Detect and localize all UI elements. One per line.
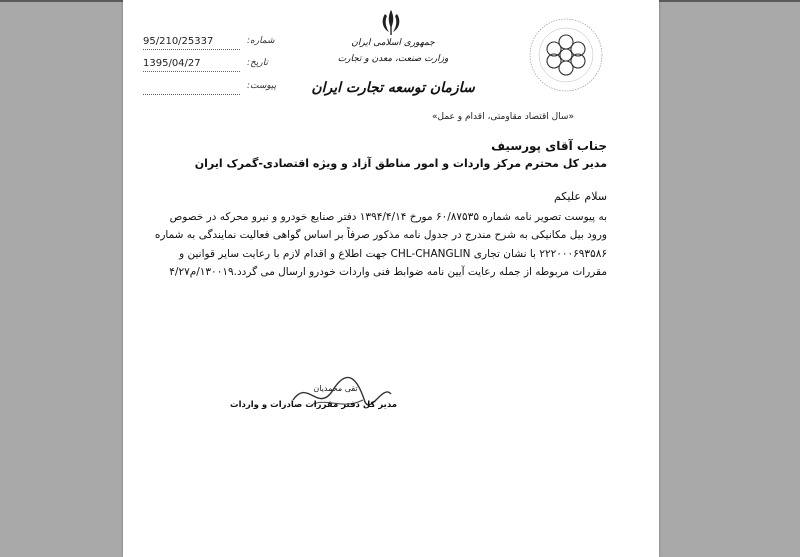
letter-line: ۲۲۲۰۰۰۶۹۳۵۸۶ با نشان تجاری CHL-CHANGLIN جهت اطلاع و اقدام لازم با رعایت سایر قوانین و	[179, 248, 607, 260]
reference-date: 1395/04/27	[143, 58, 201, 69]
reference-attachment-underline	[143, 94, 240, 95]
addressee-name: جناب آقای پورسیف	[491, 139, 607, 153]
addressee-title: مدیر کل محترم مرکز واردات و امور مناطق آزاد و ویژه اقتصادی-گمرک ایران	[194, 157, 607, 170]
iran-emblem-icon	[379, 8, 403, 38]
reference-date-row	[143, 58, 283, 72]
reference-attachment-row	[143, 81, 283, 95]
letter-line: مقررات مربوطه از جمله رعایت آیین نامه ضوابط فنی واردات خودرو ارسال می گردد.۱۳۰۰۱۹/م۴/۲۷	[169, 266, 607, 278]
reference-number-label: شماره:	[247, 36, 275, 46]
handwritten-signature-icon	[273, 370, 403, 420]
reference-date-label: تاریخ:	[247, 58, 268, 68]
reference-number: 95/210/25337	[143, 36, 214, 47]
header-republic: جمهوری اسلامی ایران	[351, 38, 435, 48]
letter-line: به پیوست تصویر نامه شماره ۶۰/۸۷۵۳۵ مورخ ۱۳۹۴/۴/۱۴ دفتر صنایع خودرو و نیرو محرکه در خصوص	[169, 211, 607, 223]
greeting: سلام علیکم	[553, 190, 607, 203]
signatory-title: مدیر کل دفتر مقررات صادرات و واردات	[230, 400, 397, 410]
letter-line: ورود بیل مکانیکی به شرح مندرج در جدول نامه مذکور صرفاً بر اساس گواهی فعالیت نمایندگی به شماره	[154, 229, 607, 241]
tpo-logo-icon	[527, 16, 605, 94]
year-motto: «سال اقتصاد مقاومتی، اقدام و عمل»	[432, 112, 574, 122]
letter-page	[123, 0, 659, 557]
header-ministry: وزارت صنعت، معدن و تجارت	[337, 54, 449, 64]
header-organization: سازمان توسعه تجارت ایران	[311, 80, 475, 96]
reference-number-row	[143, 36, 283, 50]
signatory-name: تقی محمدیان	[313, 384, 358, 393]
reference-attachment-label: پیوست:	[247, 81, 277, 91]
reference-date-underline	[143, 71, 240, 72]
reference-number-underline	[143, 49, 240, 50]
